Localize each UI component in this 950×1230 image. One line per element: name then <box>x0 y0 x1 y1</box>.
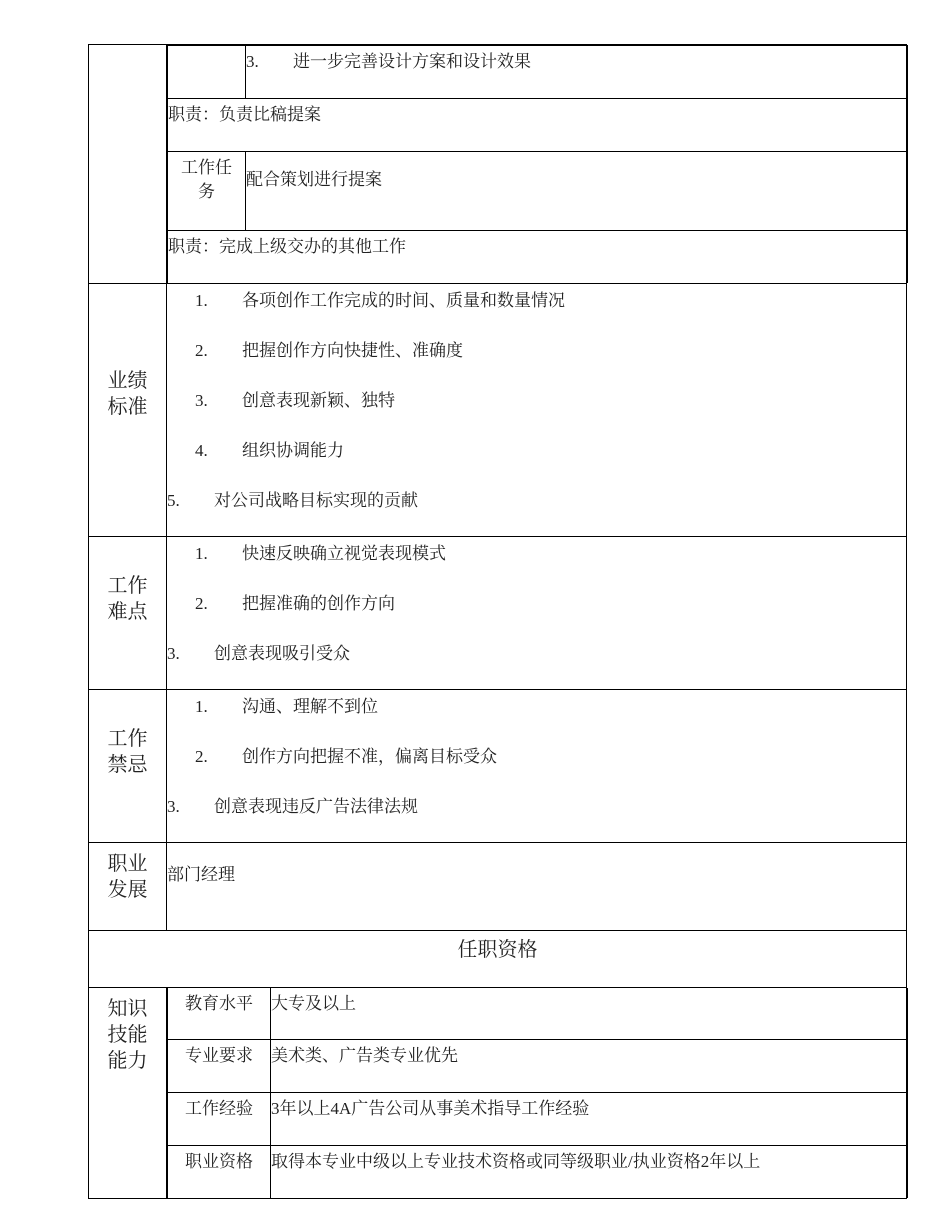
job-table <box>88 44 907 1199</box>
qualification-label: 教育水平 <box>168 988 271 1040</box>
section-label: 知识技能能力 <box>107 997 148 1072</box>
list-item: 1. 各项创作工作完成的时间、质量和数量情况 <box>195 290 565 310</box>
difficulties-title <box>89 536 167 689</box>
career-text: 部门经理 <box>167 842 907 930</box>
qualification-value: 大专及以上 <box>271 988 908 1040</box>
taboos-list <box>167 689 907 842</box>
taboos-row <box>89 689 907 842</box>
qualification-value: 取得本专业中级以上专业技术资格或同等级职业/执业资格2年以上 <box>271 1146 908 1198</box>
qualifications-body-row <box>89 987 907 1198</box>
duty2-row <box>168 99 908 152</box>
duties-block <box>89 45 907 284</box>
list-item: 3. 创意表现违反广告法律法规 <box>167 796 418 816</box>
section-label: 业绩标准 <box>107 369 148 418</box>
task2-text: 配合策划进行提案 <box>246 152 908 231</box>
section-label: 工作难点 <box>107 574 148 623</box>
qualification-row <box>168 988 908 1040</box>
qualifications-inner-table <box>167 988 908 1198</box>
qualifications-header-row <box>89 930 907 987</box>
duties-left-cell <box>89 45 167 284</box>
section-label: 工作禁忌 <box>107 727 148 776</box>
task2-label: 工作任务 <box>168 152 246 231</box>
job-description-document <box>88 44 906 1184</box>
qualification-value: 美术类、广告类专业优先 <box>271 1040 908 1093</box>
item-number: 3. <box>246 52 259 71</box>
knowledge-skills-title <box>89 987 167 1198</box>
list-item: 2. 把握创作方向快捷性、准确度 <box>195 340 463 360</box>
difficulties-list <box>167 536 907 689</box>
qualification-row <box>168 1093 908 1146</box>
qualification-row <box>168 1146 908 1198</box>
qualifications-title: 任职资格 <box>89 930 907 987</box>
duty3-row <box>168 231 908 283</box>
performance-title <box>89 283 167 536</box>
task1-label-cell <box>168 46 246 99</box>
career-row <box>89 842 907 930</box>
section-label: 职业发展 <box>107 852 148 901</box>
duty-text: 负责比稿提案 <box>219 105 321 124</box>
list-item: 1. 快速反映确立视觉表现模式 <box>195 543 446 563</box>
list-item: 3. 创意表现吸引受众 <box>167 643 350 663</box>
performance-row <box>89 283 907 536</box>
qualification-row <box>168 1040 908 1093</box>
duties-inner-table <box>167 45 908 283</box>
difficulties-row <box>89 536 907 689</box>
qualification-label: 职业资格 <box>168 1146 271 1198</box>
list-item: 4. 组织协调能力 <box>195 440 344 460</box>
qualification-value: 3年以上4A广告公司从事美术指导工作经验 <box>271 1093 908 1146</box>
career-title <box>89 842 167 930</box>
list-item: 5. 对公司战略目标实现的贡献 <box>167 490 418 510</box>
qualification-label: 工作经验 <box>168 1093 271 1146</box>
list-item: 2. 创作方向把握不准，偏离目标受众 <box>195 746 497 766</box>
item-text: 进一步完善设计方案和设计效果 <box>293 52 531 71</box>
qualification-label: 专业要求 <box>168 1040 271 1093</box>
performance-list <box>167 283 907 536</box>
list-item: 2. 把握准确的创作方向 <box>195 593 395 613</box>
duty-label: 职责： <box>168 105 219 124</box>
list-item: 3. 创意表现新颖、独特 <box>195 390 395 410</box>
duty-text: 完成上级交办的其他工作 <box>219 237 406 256</box>
duty-label: 职责： <box>168 237 219 256</box>
task1-item3 <box>246 46 908 99</box>
list-item: 1. 沟通、理解不到位 <box>195 696 378 716</box>
taboos-title <box>89 689 167 842</box>
